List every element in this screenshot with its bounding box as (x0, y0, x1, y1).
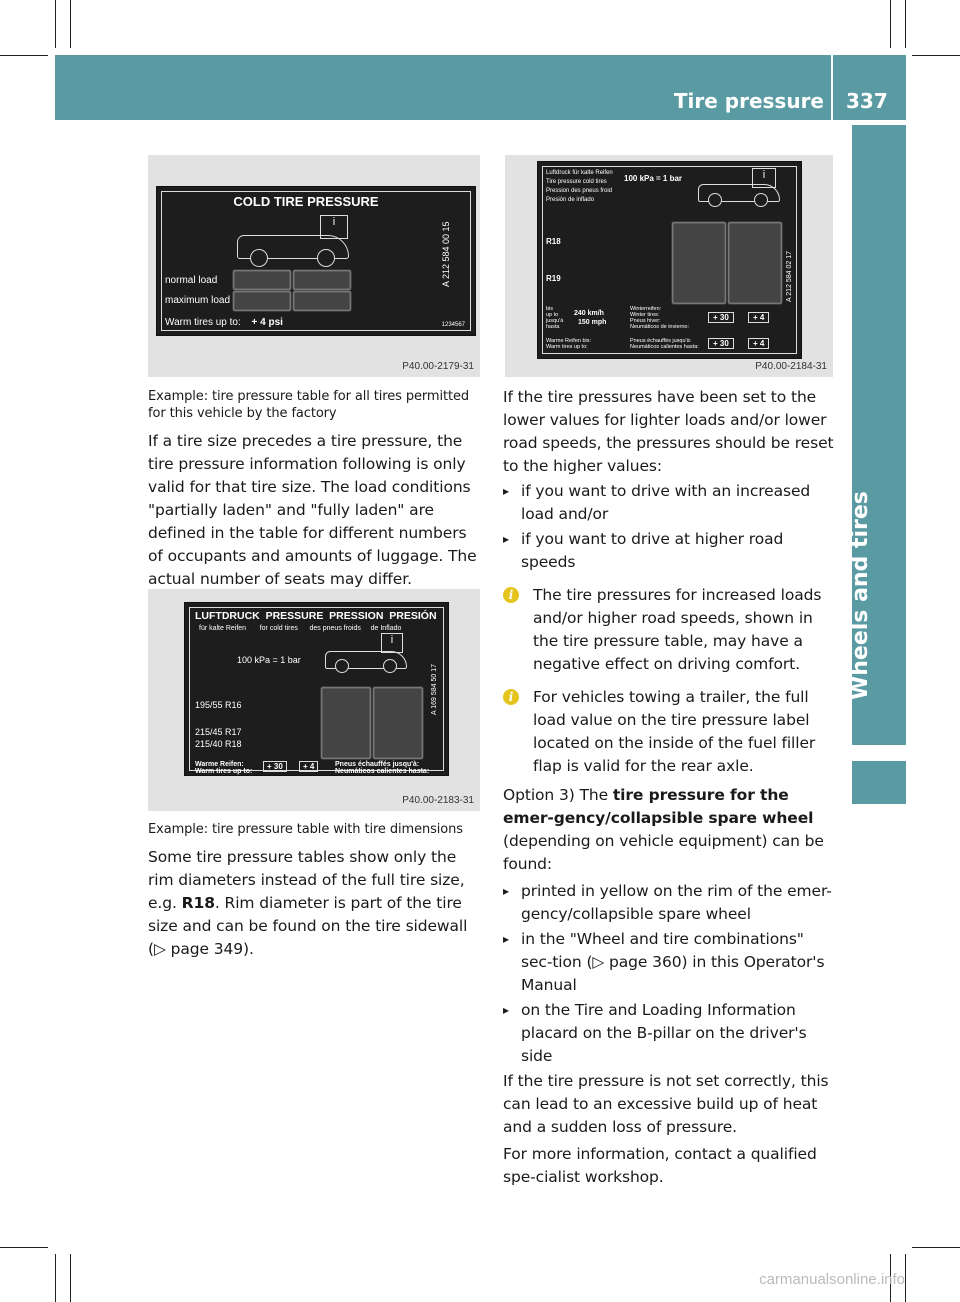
figure-caption-2: Example: tire pressure table with tire dimensions (148, 822, 463, 837)
manual-info-icon: i (381, 633, 403, 653)
warm-tires-value: + 4 psi (251, 317, 283, 328)
warm-psi-box: + 4 (748, 338, 769, 349)
label-subtitles (199, 625, 401, 632)
figure-code: P40.00-2179-31 (402, 361, 474, 372)
spare-text-b: (depending on vehicle equipment) can be found: (503, 832, 824, 873)
row-label-r18: R18 (546, 237, 561, 246)
row-label-r18: 215/40 R18 (195, 739, 242, 749)
winter-tires: Winterreifen: Winter tires: Pneus hiver: Neumáticos de invierno: (630, 306, 690, 330)
crop-mark (55, 1254, 56, 1302)
info-note-text: For vehicles towing a trailer, the full load value on the tire pressure label located on the inside of the fuel filler flap is valid for the rear axle. (533, 688, 816, 775)
right-column (503, 386, 837, 1189)
pressure-value-cell (728, 222, 782, 304)
figure-cold-tire-pressure (148, 155, 480, 377)
manual-info-icon: i (320, 215, 348, 239)
speed-kmh: 240 km/h (574, 310, 604, 317)
pressure-value-cell (293, 270, 351, 290)
info-note-text: The tire pressures for increased loads and/or higher road speeds, shown in the tire pressure table, may have a negative effect on driving comfort. (533, 586, 822, 673)
paragraph-spare-wheel (503, 784, 837, 876)
watermark: carmanualsonline.info (759, 1271, 905, 1288)
row-label-normal-load: normal load (165, 275, 218, 286)
rim-example: R18 (181, 894, 215, 912)
subtitle-fr: des pneus froids (309, 625, 361, 632)
crop-mark (70, 1254, 71, 1302)
warm-tires-de: Warme Reifen: (195, 761, 244, 768)
crop-mark (0, 55, 48, 56)
warm-tires-en: Warm tires up to: (195, 768, 253, 775)
info-note-trailer (503, 686, 837, 778)
crop-mark (0, 1247, 48, 1248)
page-reference-link[interactable]: (▷ page 349). (148, 940, 254, 958)
speed-mph: 150 mph (578, 319, 607, 326)
info-note-comfort (503, 584, 837, 676)
subtitle-de: für kalte Reifen (199, 625, 247, 632)
left-column (148, 388, 482, 591)
pressure-value-cell (293, 291, 351, 311)
paragraph-reset: If the tire pressures have been set to the lower values for lighter loads and/or lower road speeds, the pressures should be reset to the higher values: (503, 388, 834, 475)
wheel-icon (250, 249, 268, 267)
pressure-value-cell (373, 687, 423, 759)
part-number: A 212 584 00 15 (441, 221, 451, 287)
wheel-icon (335, 659, 349, 673)
info-icon: i (503, 587, 519, 603)
paragraph-contact: For more information, contact a qualified spe-cialist workshop. (503, 1145, 817, 1186)
rim-text-a: Some tire pressure tables show only the rim diameters instead of the full tire size, e.g. (148, 848, 465, 912)
warm-tires-fr: Pneus échauffés jusqu'à: (335, 761, 420, 768)
rim-text-b: . Rim diameter is part of the tire size and can be found on the tire sidewall (148, 894, 468, 935)
wheel-icon (383, 659, 397, 673)
label-small-code: 1234567 (441, 322, 465, 328)
label-title: LUFTDRUCK PRESSURE PRESSION PRESIÓN (195, 610, 437, 622)
row-label-r19: R19 (546, 274, 561, 283)
bullet-combinations-section: ▸ in the "Wheel and tire combinations" sec-tion (▷ page 360) in this Operator's Manual (503, 928, 837, 997)
wheel-icon (754, 193, 768, 207)
bullet-higher-speeds: ▸ if you want to drive at higher road speeds (503, 528, 837, 574)
bullet-increased-load: ▸ if you want to drive with an increased load and/or (503, 480, 837, 526)
figure-code: P40.00-2183-31 (402, 795, 474, 806)
row-label-r17: 215/45 R17 (195, 727, 242, 737)
header-divider (831, 55, 833, 120)
crop-mark (70, 0, 71, 48)
bullet-placard: ▸ on the Tire and Loading Information placard on the B-pillar on the driver's side (503, 999, 837, 1068)
subtitle-es: de Inflado (370, 625, 402, 632)
crop-mark (905, 1254, 906, 1302)
figure-caption-1: Example: tire pressure table for all tires permitted for this vehicle by the factory (148, 389, 470, 421)
crop-mark (55, 0, 56, 48)
warm-tires-fr: Pneus échauffés jusqu'à: Neumáticos calientes hasta: (630, 338, 699, 350)
tire-pressure-label (537, 161, 802, 359)
unit-conversion: 100 kPa = 1 bar (624, 174, 683, 183)
crop-mark (912, 1247, 960, 1248)
warm-tires-text: Warm tires up to: (165, 317, 241, 328)
crop-mark (905, 0, 906, 48)
label-lang-fr: Pression des pneus froid (546, 188, 613, 194)
left-column-lower (148, 821, 482, 961)
pressure-value-cell (233, 270, 291, 290)
warm-kpa-box: + 30 (708, 338, 734, 349)
warm-psi-box: + 4 (299, 761, 318, 772)
warm-tires-es: Neumáticos calientes hasta: (335, 768, 430, 775)
speed-bis: bis up to jusqu'à hasta (546, 306, 564, 330)
warm-tires-en: Warme Reifen bis: Warm tires up to: (546, 338, 592, 350)
manual-info-icon: i (752, 168, 776, 188)
subtitle-en: for cold tires (259, 625, 298, 632)
label-title: COLD TIRE PRESSURE (233, 194, 379, 209)
part-number: A 212 584 02 17 (786, 251, 793, 302)
chapter-tab-marker (852, 761, 906, 804)
part-number: A 169 584 50 17 (431, 664, 438, 715)
section-title: Tire pressure (673, 89, 824, 113)
crop-mark (890, 0, 891, 48)
spare-text-a: Option 3) The (503, 786, 613, 804)
label-lang-de: Luftdruck für kalte Reifen (546, 170, 613, 176)
tire-pressure-label (184, 602, 449, 776)
warm-kpa-box: + 30 (263, 761, 287, 772)
warm-tires-label (165, 317, 283, 328)
wheel-icon (317, 249, 335, 267)
figure-code: P40.00-2184-31 (755, 361, 827, 372)
label-lang-en: Tire pressure cold tires (546, 179, 607, 185)
pressure-value-cell (672, 222, 726, 304)
winter-kpa-box: + 30 (708, 312, 734, 323)
spare-bold: tire pressure for the emer-gency/collapsible spare wheel (503, 786, 814, 827)
figure-tire-dimensions (148, 589, 480, 811)
label-lang-es: Presión de inflado (546, 197, 595, 203)
crop-mark (912, 55, 960, 56)
row-label-maximum-load: maximum load (165, 295, 231, 306)
winter-psi-box: + 4 (748, 312, 769, 323)
tire-pressure-label (156, 186, 476, 336)
row-label-r16: 195/55 R16 (195, 700, 242, 710)
paragraph-tire-size: If a tire size precedes a tire pressure, the tire pressure information following is only valid for that tire size. The load conditions "partially laden" and "fully laden" are defined in the table for different numbers of occupants and amounts of luggage. The actual number of seats may differ. (148, 432, 477, 588)
page-number: 337 (846, 89, 888, 113)
wheel-icon (708, 193, 722, 207)
pressure-value-cell (321, 687, 371, 759)
unit-conversion: 100 kPa = 1 bar (237, 655, 301, 665)
paragraph-rim-diameter (148, 846, 482, 961)
paragraph-warning: If the tire pressure is not set correctly, this can lead to an excessive build up of heat and a sudden loss of pressure. (503, 1072, 829, 1136)
pressure-value-cell (233, 291, 291, 311)
bullet-rim-print: ▸ printed in yellow on the rim of the emer-gency/collapsible spare wheel (503, 880, 837, 926)
chapter-tab-label: Wheels and tires (848, 491, 873, 700)
figure-rim-diameters (505, 155, 833, 377)
info-icon: i (503, 689, 519, 705)
